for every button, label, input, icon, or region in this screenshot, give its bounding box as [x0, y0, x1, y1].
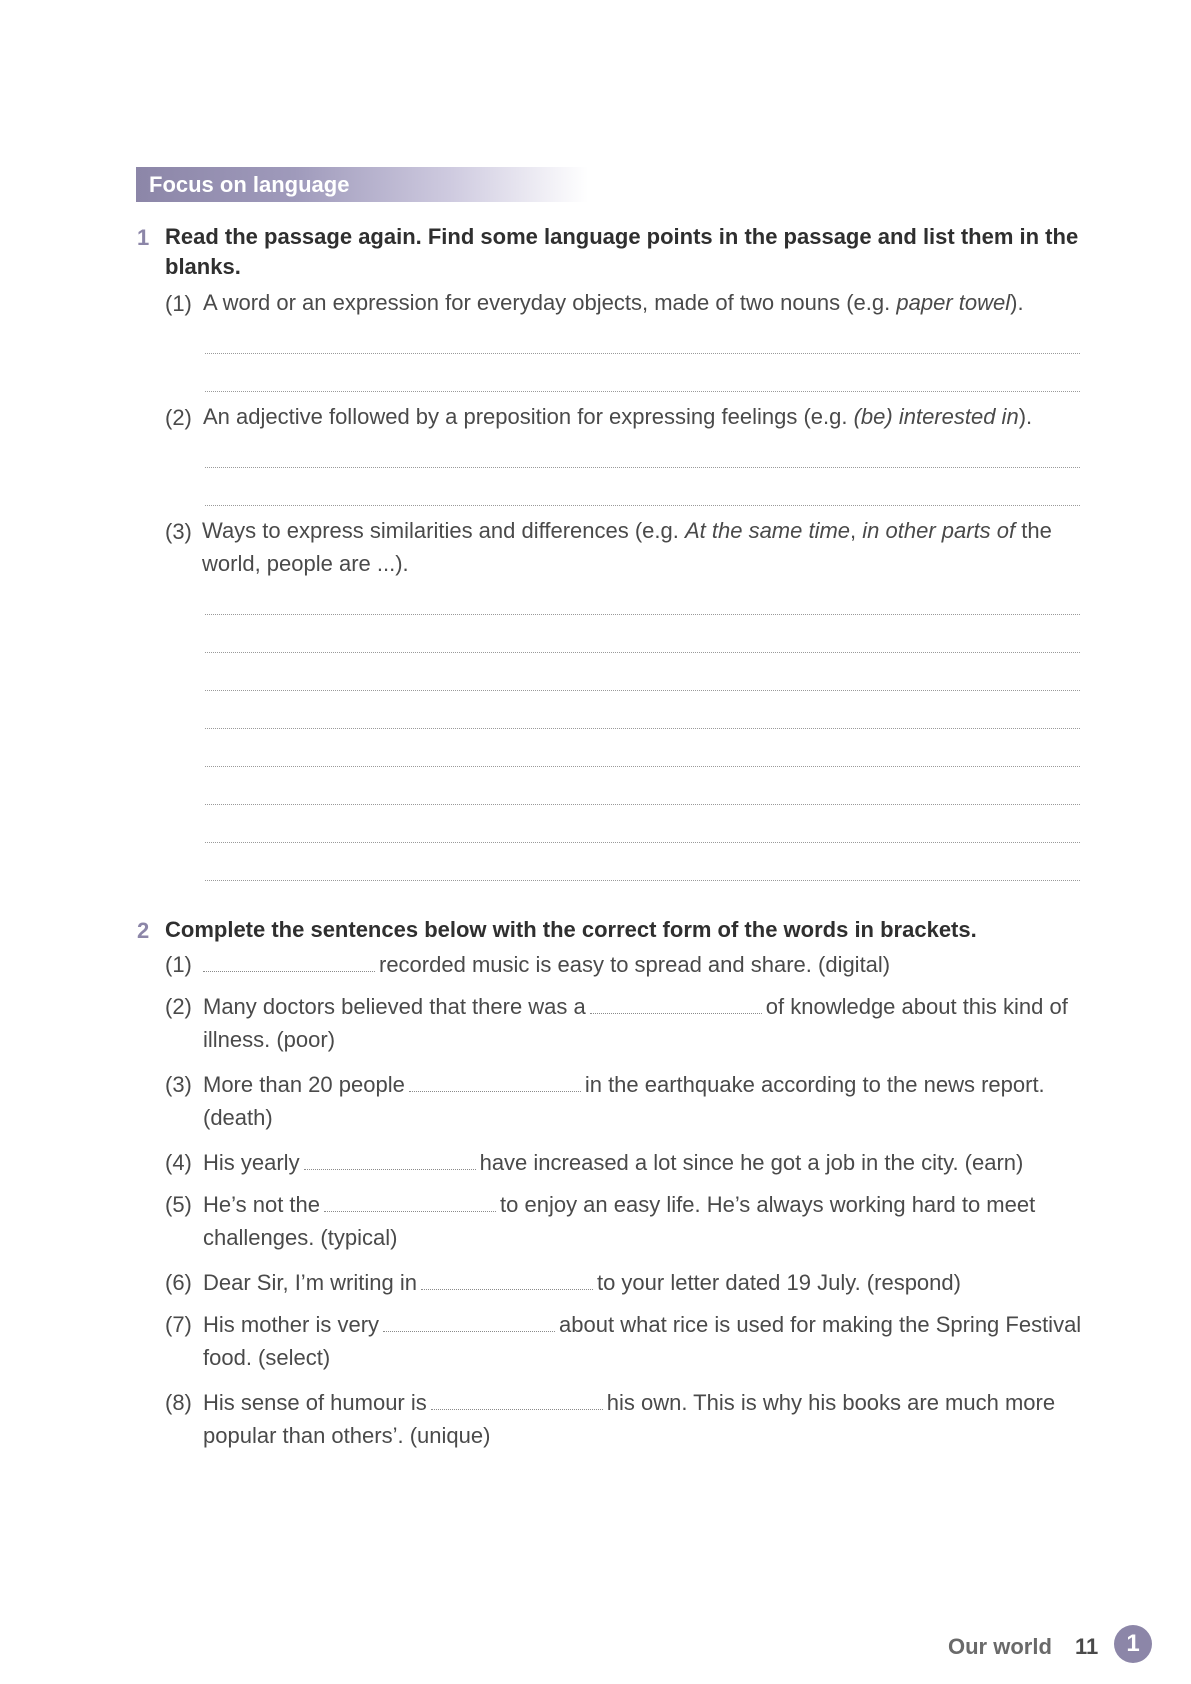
q2-item-1-post: recorded music is easy to spread and share. (digital) [379, 952, 891, 977]
footer-title: Our world [948, 1634, 1052, 1659]
q2-item-7-text [203, 1308, 1083, 1374]
q2-item-4-text [203, 1146, 1083, 1179]
fill-in-blank[interactable] [324, 1191, 496, 1212]
fill-in-blank[interactable] [421, 1269, 593, 1290]
q2-item-4-pre: His yearly [203, 1150, 300, 1175]
q1-item-3-example-2: in other parts of [862, 518, 1016, 543]
answer-line[interactable] [205, 766, 1080, 767]
answer-line[interactable] [205, 842, 1080, 843]
q2-item-3-text [203, 1068, 1083, 1134]
answer-line[interactable] [205, 505, 1080, 506]
q2-item-3-post: in the earthquake according to the news report. (death) [203, 1072, 1045, 1130]
q2-item-4-number: (4) [165, 1150, 192, 1175]
q2-item-7-number: (7) [165, 1312, 192, 1337]
q2-item-2-number: (2) [165, 994, 192, 1019]
question-1-number: 1 [137, 225, 150, 250]
q2-item-3-number: (3) [165, 1072, 192, 1097]
q1-item-2-text [203, 400, 1083, 433]
q2-item-4-post: have increased a lot since he got a job in the city. (earn) [479, 1150, 1024, 1175]
q2-item-5-post: to enjoy an easy life. He’s always working hard to meet challenges. (typical) [203, 1192, 1036, 1250]
q2-item-7-post: about what rice is used for making the Spring Festival food. (select) [203, 1312, 1082, 1370]
answer-line[interactable] [205, 391, 1080, 392]
q1-item-1-pre: A word or an expression for everyday objects, made of two nouns (e.g. [203, 290, 897, 315]
q2-item-3-pre: More than 20 people [203, 1072, 405, 1097]
question-1-instruction: Read the passage again. Find some language points in the passage and list them in the blanks. [165, 224, 1079, 279]
q2-item-6-text [203, 1266, 1083, 1299]
q2-item-1-text [199, 948, 1079, 981]
q1-item-2-post: ). [1018, 404, 1033, 429]
page-number: 11 [1075, 1634, 1099, 1659]
q2-item-5-text [203, 1188, 1083, 1254]
q2-item-2-text [203, 990, 1083, 1056]
q1-item-2-pre: An adjective followed by a preposition for expressing feelings (e.g. [203, 404, 854, 429]
fill-in-blank[interactable] [431, 1389, 603, 1410]
unit-badge: 1 [1114, 1625, 1152, 1663]
q2-item-8-number: (8) [165, 1390, 192, 1415]
question-2-instruction: Complete the sentences below with the correct form of the words in brackets. [165, 917, 977, 942]
question-2-number: 2 [137, 918, 150, 943]
answer-line[interactable] [205, 353, 1080, 354]
q2-item-6-number: (6) [165, 1270, 192, 1295]
q2-item-8-pre: His sense of humour is [203, 1390, 427, 1415]
q1-item-1-number: (1) [165, 291, 192, 316]
answer-line[interactable] [205, 804, 1080, 805]
q1-item-3-mid: , [850, 518, 863, 543]
fill-in-blank[interactable] [304, 1149, 476, 1170]
q2-item-6-post: to your letter dated 19 July. (respond) [596, 1270, 961, 1295]
answer-line[interactable] [205, 467, 1080, 468]
fill-in-blank[interactable] [409, 1071, 581, 1092]
fill-in-blank[interactable] [383, 1311, 555, 1332]
answer-line[interactable] [205, 614, 1080, 615]
q1-item-2-example: (be) interested in [853, 404, 1019, 429]
q1-item-3-number: (3) [165, 519, 192, 544]
q1-item-3-pre: Ways to express similarities and differences (e.g. [202, 518, 685, 543]
q2-item-1-number: (1) [165, 952, 192, 977]
q2-item-5-pre: He’s not the [203, 1192, 321, 1217]
section-title: Focus on language [149, 172, 350, 197]
q2-item-8-text [203, 1386, 1083, 1452]
q2-item-6-pre: Dear Sir, I’m writing in [203, 1270, 417, 1295]
answer-line[interactable] [205, 880, 1080, 881]
q1-item-3-text [202, 514, 1082, 580]
answer-line[interactable] [205, 690, 1080, 691]
q1-item-1-text [203, 286, 1083, 319]
fill-in-blank[interactable] [590, 993, 762, 1014]
section-banner [136, 167, 588, 202]
q2-item-2-pre: Many doctors believed that there was a [203, 994, 586, 1019]
q2-item-7-pre: His mother is very [203, 1312, 380, 1337]
q1-item-1-post: ). [1010, 290, 1024, 315]
answer-line[interactable] [205, 652, 1080, 653]
q1-item-3-example-1: At the same time [684, 518, 851, 543]
q2-item-8-post: his own. This is why his books are much more popular than others’. (unique) [203, 1390, 1056, 1448]
answer-line[interactable] [205, 728, 1080, 729]
q1-item-2-number: (2) [165, 405, 192, 430]
q1-item-1-example: paper towel [896, 290, 1011, 315]
q1-item-3-post: the world, people are ...). [202, 518, 1052, 576]
q2-item-2-post: of knowledge about this kind of illness. (poor) [203, 994, 1068, 1052]
q2-item-5-number: (5) [165, 1192, 192, 1217]
fill-in-blank[interactable] [203, 951, 375, 972]
